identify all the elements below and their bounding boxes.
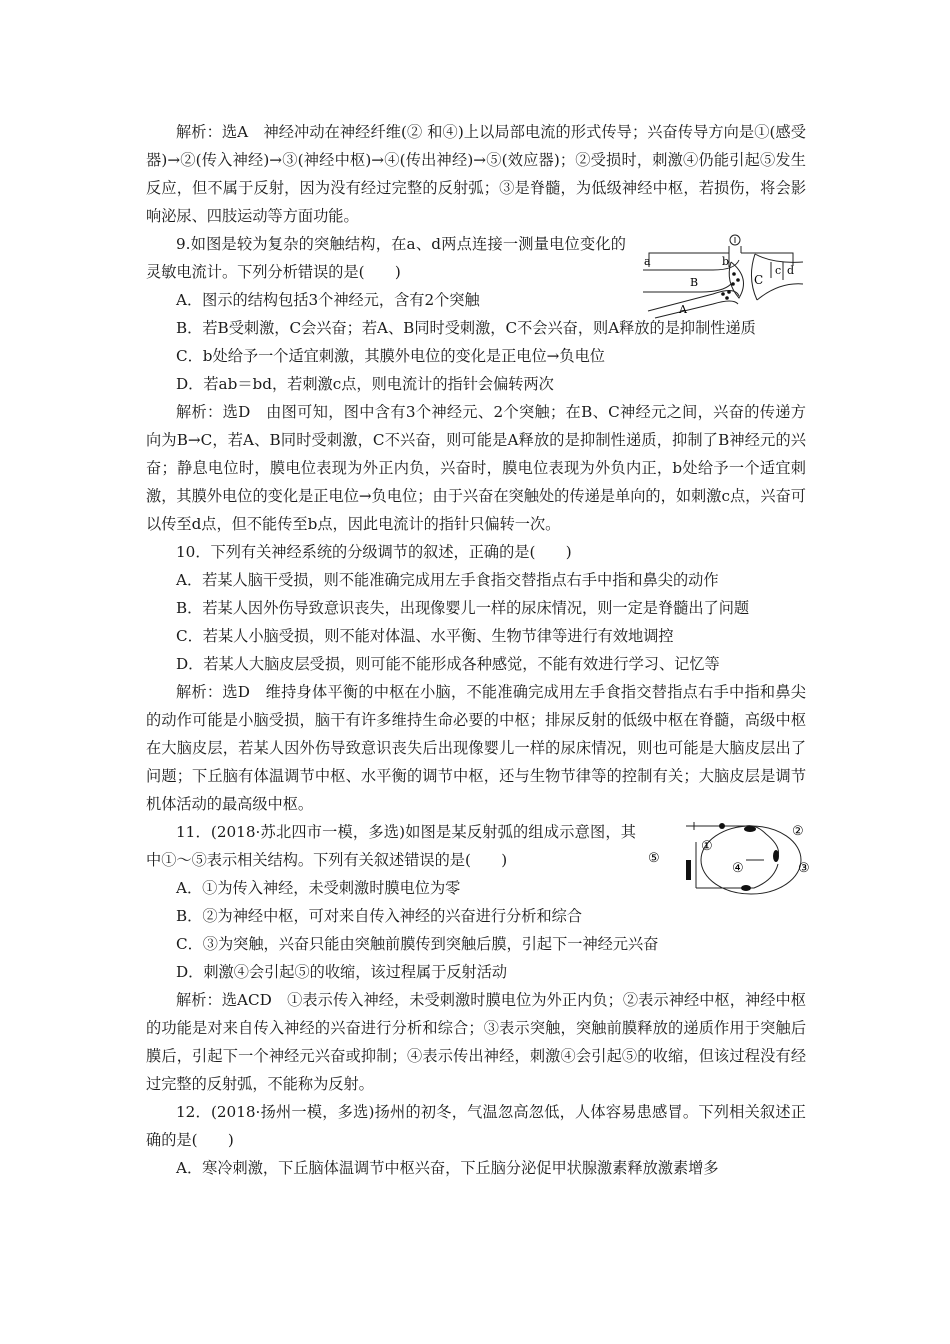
question-12-option-a: A．寒冷刺激，下丘脑体温调节中枢兴奋，下丘脑分泌促甲状腺激素释放激素增多 — [176, 1159, 719, 1177]
label-c: c — [775, 264, 782, 277]
question-12-stem: 12．(2018·扬州一模，多选)扬州的初冬，气温忽高忽低，人体容易患感冒。下列相关叙述正确的是( ) — [146, 1103, 806, 1149]
answer-10: 解析：选D 维持身体平衡的中枢在小脑，不能准确完成用左手食指交替指点右手中指和鼻尖的动作可能是小脑受损，脑干有许多维持生命必要的中枢；排尿反射的低级中枢在脊髓，高级中枢在大脑皮层，若某人因外伤导致意识丧失后出现像婴儿一样的尿床情况，则也可能是大脑皮层出了问题；下丘脑有体温调节中枢、水平衡的调节中枢，还与生物节律等的控制有关；大脑皮层是调节机体活动的最高级中枢。 — [146, 683, 806, 813]
answer-11: 解析：选ACD ①表示传入神经，未受刺激时膜电位为外正内负；②表示神经中枢，神经中枢的功能是对来自传入神经的兴奋进行分析和综合；③表示突触，突触前膜释放的递质作用于突触后膜后，引起下一个神经元兴奋或抑制；④表示传出神经，刺激④会引起⑤的收缩，但该过程没有经过完整的反射弧，不能称为反射。 — [146, 991, 806, 1093]
label-2: ② — [792, 824, 804, 839]
document-page — [146, 118, 810, 1182]
question-10-option-a: A．若某人脑干受损，则不能准确完成用左手食指交替指点右手中指和鼻尖的动作 — [176, 571, 719, 589]
label-d: d — [787, 264, 795, 277]
label-C: C — [754, 273, 764, 287]
question-9-option-a: A．图示的结构包括3个神经元，含有2个突触 — [176, 291, 480, 309]
question-11 — [146, 818, 810, 986]
question-11-option-b: B．②为神经中枢，可对来自传入神经的兴奋进行分析和综合 — [176, 907, 583, 925]
question-9 — [146, 230, 806, 398]
answer-9: 解析：选D 由图可知，图中含有3个神经元、2个突触；在B、C神经元之间，兴奋的传递方向为B→C，若A、B同时受刺激，C不兴奋，则可能是A释放的是抑制性递质，抑制了B神经元的兴奋；静息电位时，膜电位表现为外正内负，兴奋时，膜电位表现为外负内正，b处给予一个适宜刺激，其膜外电位的变化是正电位→负电位；由于兴奋在突触处的传递是单向的，如刺激c点，兴奋可以传至d点，但不能传至b点，因此电流计的指针只偏转一次。 — [146, 403, 806, 533]
question-11-stem: 11．(2018·苏北四市一模，多选)如图是某反射弧的组成示意图，其中①～⑤表示相关结构。下列有关叙述错误的是( ) — [146, 823, 636, 869]
label-A: A — [679, 303, 687, 316]
label-5: ⑤ — [648, 851, 660, 866]
label-4: ④ — [732, 861, 744, 876]
label-b: b — [722, 255, 730, 268]
question-11-option-c: C．③为突触，兴奋只能由突触前膜传到突触后膜，引起下一神经元兴奋 — [176, 935, 659, 953]
question-9-option-d: D．若ab＝bd，若刺激c点，则电流计的指针会偏转两次 — [176, 375, 554, 393]
question-10-option-c: C．若某人小脑受损，则不能对体温、水平衡、生物节律等进行有效地调控 — [176, 627, 674, 645]
reflex-arc-diagram — [646, 820, 811, 898]
label-B: B — [690, 276, 699, 289]
question-9-option-b: B．若B受刺激，C会兴奋；若A、B同时受刺激，C不会兴奋，则A释放的是抑制性递质 — [176, 319, 756, 337]
label-1: ① — [701, 839, 713, 854]
question-10-stem: 10．下列有关神经系统的分级调节的叙述，正确的是( ) — [176, 543, 572, 561]
question-9-stem: 9.如图是较为复杂的突触结构，在a、d两点连接一测量电位变化的灵敏电流计。下列分析错误的是( ) — [146, 235, 626, 281]
synapse-diagram — [643, 234, 808, 319]
question-9-option-c: C．b处给予一个适宜刺激，其膜外电位的变化是正电位→负电位 — [176, 347, 605, 365]
label-a: a — [644, 255, 651, 268]
question-10-option-d: D．若某人大脑皮层受损，则可能不能形成各种感觉，不能有效进行学习、记忆等 — [176, 655, 720, 673]
label-3: ③ — [798, 861, 810, 876]
question-11-option-a: A．①为传入神经，未受刺激时膜电位为零 — [176, 879, 461, 897]
question-10-option-b: B．若某人因外伤导致意识丧失，出现像婴儿一样的尿床情况，则一定是脊髓出了问题 — [176, 599, 750, 617]
answer-8: 解析：选A 神经冲动在神经纤维(② 和④)上以局部电流的形式传导；兴奋传导方向是①(感受器)→②(传入神经)→③(神经中枢)→④(传出神经)→⑤(效应器)；②受损时，刺激④仍能引起⑤发生反应，但不属于反射，因为没有经过完整的反射弧；③是脊髓，为低级神经中枢，若损伤，将会影响泌尿、四肢运动等方面功能。 — [146, 123, 806, 225]
question-11-option-d: D．刺激④会引起⑤的收缩，该过程属于反射活动 — [176, 963, 508, 981]
